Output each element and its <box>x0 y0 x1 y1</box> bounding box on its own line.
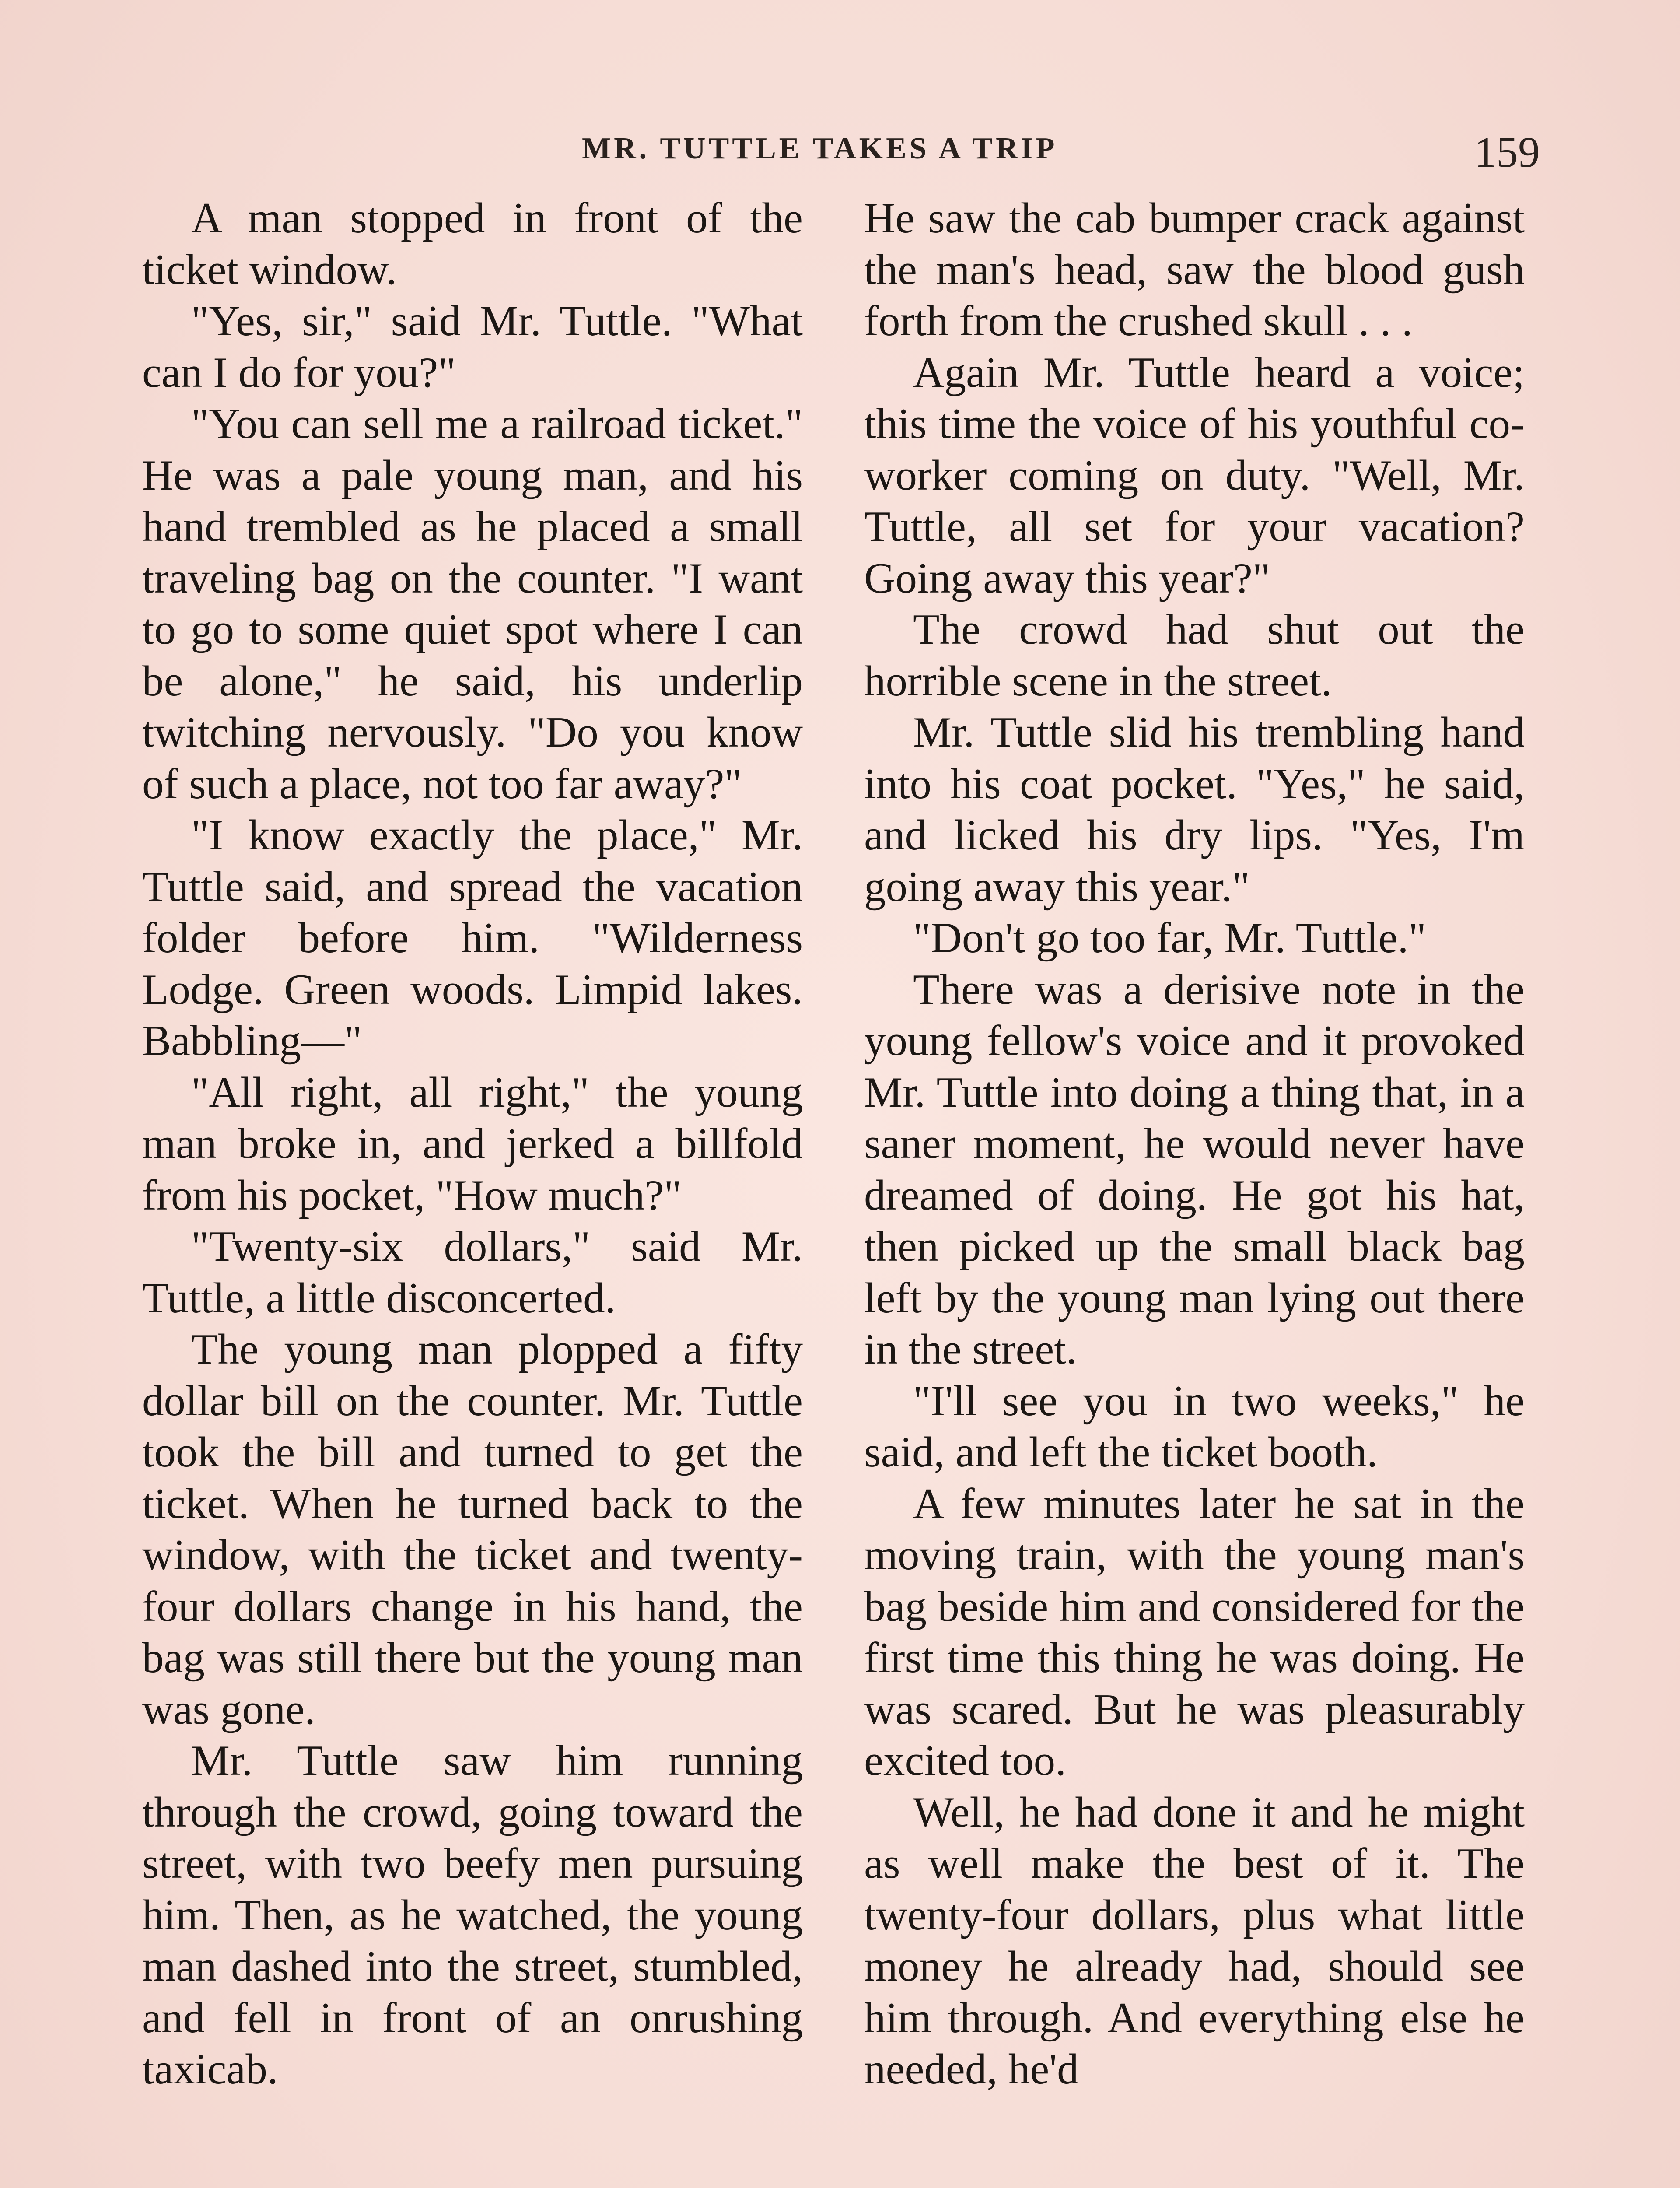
paragraph: There was a derisive note in the young fellow's voice and it provoked Mr. Tuttle into doing a thing that, in a saner moment, he would never have dreamed of doing. He got his hat, then picked up the small black bag left by the young man lying out there in the street. <box>864 965 1525 1373</box>
paragraph: Mr. Tuttle saw him running through the crowd, going toward the street, with two beefy men pursuing him. Then, as he watched, the young man dashed into the street, stumbled, and fell in front of an onrushing taxicab. <box>142 1737 803 2093</box>
paragraph: "Don't go too far, Mr. Tuttle." <box>913 914 1426 962</box>
continued-paragraph: He saw the cab bumper crack against the man's head, saw the blood gush forth from the crushed skull . . . <box>864 194 1525 345</box>
paragraph: "All right, all right," the young man broke in, and jerked a billfold from his pocket, "How much?" <box>142 1068 803 1219</box>
paragraph: "I know exactly the place," Mr. Tuttle said, and spread the vacation folder before him. "Wilderness Lodge. Green woods. Limpid lakes. Babbling—" <box>142 811 803 1065</box>
paragraph: "Yes, sir," said Mr. Tuttle. "What can I do for you?" <box>142 297 803 396</box>
paragraph: Well, he had done it and he might as well make the best of it. The twenty-four dollars, plus what little money he already had, should see him through. And everything else he needed, he'd <box>864 1788 1525 2093</box>
right-column <box>864 193 1525 2095</box>
paragraph: "I'll see you in two weeks," he said, and left the ticket booth. <box>864 1377 1525 1476</box>
paragraph: "Twenty-six dollars," said Mr. Tuttle, a little disconcerted. <box>142 1223 803 1322</box>
paragraph: The crowd had shut out the horrible scene in the street. <box>864 606 1525 705</box>
left-column <box>142 193 803 2095</box>
page-number: 159 <box>1474 128 1540 176</box>
running-head-title: MR. TUTTLE TAKES A TRIP <box>582 132 1058 165</box>
paragraph: A man stopped in front of the ticket window. <box>142 194 803 294</box>
paragraph: Mr. Tuttle slid his trembling hand into his coat pocket. "Yes," he said, and licked his dry lips. "Yes, I'm going away this year." <box>864 708 1525 911</box>
paragraph: Again Mr. Tuttle heard a voice; this time the voice of his youthful co-worker coming on duty. "Well, Mr. Tuttle, all set for your vacation? Going away this year?" <box>864 348 1525 602</box>
paragraph: The young man plopped a fifty dollar bill on the counter. Mr. Tuttle took the bill and turned to get the ticket. When he turned back to the window, with the ticket and twenty-four dollars change in his hand, the bag was still there but the young man was gone. <box>142 1325 803 1733</box>
paragraph: A few minutes later he sat in the moving train, with the young man's bag beside him and considered for the first time this thing he was doing. He was scared. But he was pleasurably excited too. <box>864 1480 1525 1785</box>
paragraph: "You can sell me a railroad ticket." He was a pale young man, and his hand trembled as he placed a small traveling bag on the counter. "I want to go to some quiet spot where I can be alone," he said, his underlip twitching nervously. "Do you know of such a place, not too far away?" <box>142 400 803 808</box>
